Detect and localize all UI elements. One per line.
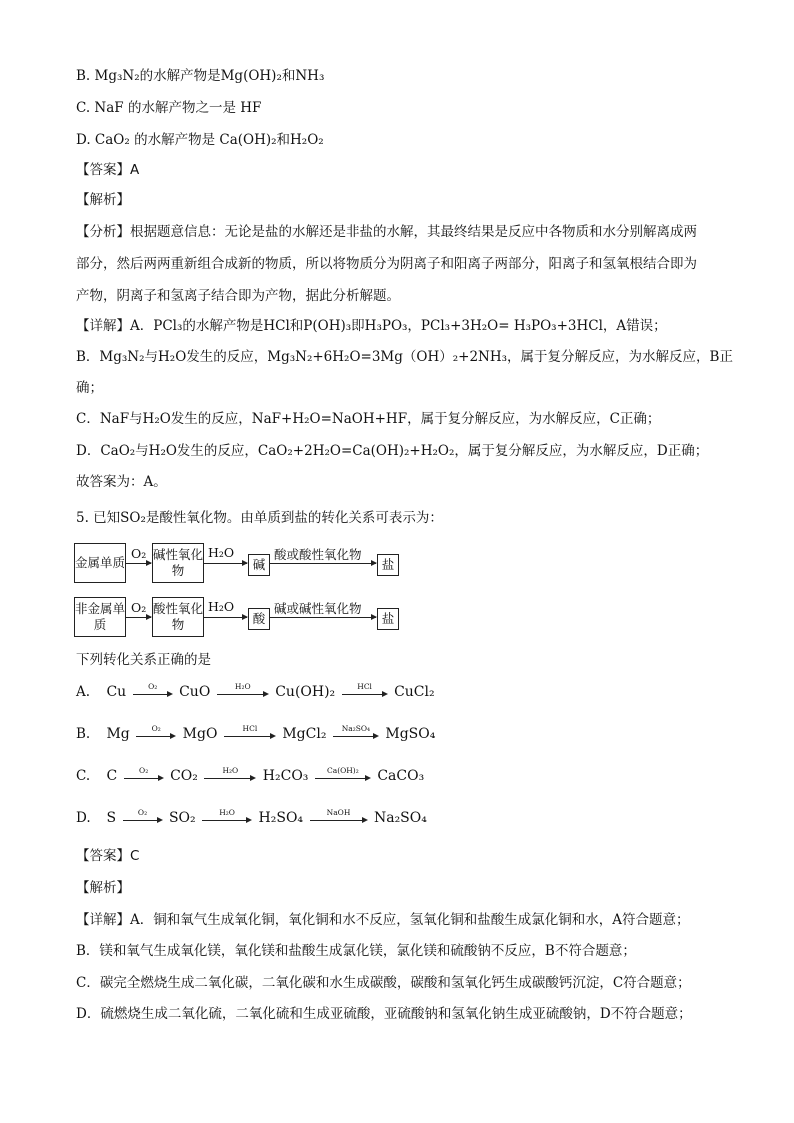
reagent-label: O₂ [139,766,149,775]
reagent-label: H₂O [234,682,251,691]
reagent-label: Ca(OH)₂ [326,766,359,775]
chain-option-d [76,810,427,834]
arrow-right-icon [136,724,176,741]
arrow-right-icon [269,563,376,564]
arrow-right-icon [204,766,256,783]
chain-step: Na₂SO₄ [373,810,427,826]
analysis-label-2: 【解析】 [76,880,130,896]
option-letter: D. [76,810,91,826]
arrow-right-icon [124,766,164,783]
arrow-right-icon [315,766,371,783]
fenxi-line-1: 【分析】根据题意信息：无论是盐的水解还是非盐的水解，其最终结果是反应中各物质和水分别解离成两 [76,224,697,240]
option-letter: C. [76,768,91,784]
arrow-right-icon [125,563,151,564]
basic-oxide-box: 碱性氧化物 [152,543,204,583]
fenxi-line-3: 产物，阴离子和氢离子结合即为产物，据此分析解题。 [76,288,400,304]
detail-d: D．CaO₂与H₂O发生的反应，CaO₂+2H₂O=Ca(OH)₂+H₂O₂，属于复分解反应，为水解反应，D正确； [76,443,709,459]
option-b-line: B. Mg₃N₂的水解产物是Mg(OH)₂和NH₃ [76,68,325,84]
chain-step: MgCl₂ [282,726,327,742]
reagent-label: H₂O [222,766,239,775]
detail-a: 【详解】A．PCl₃的水解产物是HCl和P(OH)₃即H₃PO₃，PCl₃+3H₂O= H₃PO₃+3HCl，A错误； [76,318,667,334]
option-letter: B. [76,726,91,742]
arrow1-label: O₂ [131,600,147,615]
metal-element-box: 金属单质 [74,543,126,583]
detail-c: C．NaF与H₂O发生的反应，NaF+H₂O=NaOH+HF，属于复分解反应，为水解反应，C正确； [76,411,661,427]
option-d-line: D. CaO₂ 的水解产物是 Ca(OH)₂和H₂O₂ [76,132,324,148]
detail-b-1: B．Mg₃N₂与H₂O发生的反应，Mg₃N₂+6H₂O=3Mg（OH）₂+2NH₃，属于复分解反应，为水解反应，B正 [76,349,733,365]
chain-step: H₂SO₄ [258,810,304,826]
arrow-right-icon [123,808,163,825]
detail2-a: 【详解】A．铜和氧气生成氧化铜，氧化铜和水不反应，氢氧化铜和盐酸生成氯化铜和水，A符合题意； [76,912,690,928]
arrow2-label: H₂O [208,545,235,560]
arrow3-label: 碱或碱性氧化物 [274,601,362,616]
which-prompt: 下列转化关系正确的是 [76,652,211,668]
reagent-label: O₂ [151,724,161,733]
arrow-right-icon [310,808,368,825]
chain-step: CuO [179,684,211,700]
arrow-right-icon [224,724,276,741]
chain-step: H₂CO₃ [262,768,309,784]
arrow-right-icon [269,617,376,618]
acidic-oxide-box: 酸性氧化物 [152,597,204,637]
arrow-right-icon [203,617,247,618]
base-box: 碱 [248,554,270,576]
chain-step: S [106,810,117,826]
analysis-label: 【解析】 [76,192,130,208]
arrow-right-icon [133,682,173,699]
detail2-c: C．碳完全燃烧生成二氧化碳，二氧化碳和水生成碳酸，碳酸和氢氧化钙生成碳酸钙沉淀，C符合题意； [76,975,691,991]
question-5: 5. 已知SO₂是酸性氧化物。由单质到盐的转化关系可表示为： [76,510,443,526]
arrow1-label: O₂ [131,546,147,561]
chain-option-c [76,768,424,792]
option-c-line: C. NaF 的水解产物之一是 HF [76,100,262,116]
reagent-label: Na₂SO₄ [341,724,371,733]
chain-step: Mg [106,726,130,742]
chain-step: CuCl₂ [394,684,435,700]
detail2-d: D．硫燃烧生成二氧化硫，二氧化硫和生成亚硫酸，亚硫酸钠和氢氧化钠生成亚硫酸钠，D不符合题意； [76,1006,692,1022]
chain-step: MgSO₄ [385,726,436,742]
salt-box: 盐 [377,608,399,630]
chain-step: Cu [106,684,127,700]
chain-step: MgO [182,726,218,742]
conclusion: 故答案为：A。 [76,474,167,490]
chain-option-b [76,726,435,750]
detail-b-2: 确； [76,380,103,396]
reagent-label: NaOH [326,808,351,817]
arrow2-label: H₂O [208,599,235,614]
answer-label: 【答案】A [76,162,140,178]
arrow-right-icon [125,617,151,618]
chain-step: CO₂ [170,768,198,784]
arrow-right-icon [333,724,379,741]
reagent-label: O₂ [137,808,148,817]
acid-box: 酸 [248,608,270,630]
arrow-right-icon [203,563,247,564]
salt-box: 盐 [377,554,399,576]
arrow-right-icon [342,682,388,699]
nonmetal-element-box: 非金属单质 [74,597,126,637]
chain-step: C [106,768,118,784]
reagent-label: HCl [242,724,258,733]
chain-option-a [76,684,435,708]
fenxi-line-2: 部分，然后两两重新组合成新的物质，所以将物质分为阴离子和阳离子两部分，阳离子和氢氧根结合即为 [76,256,697,272]
arrow3-label: 酸或酸性氧化物 [274,547,362,562]
chain-step: SO₂ [168,810,196,826]
answer-label-2: 【答案】C [76,848,140,864]
reagent-label: HCl [357,682,372,691]
reagent-label: O₂ [148,682,158,691]
reagent-label: H₂O [219,808,235,817]
chain-step: CaCO₃ [377,768,425,784]
arrow-right-icon [217,682,269,699]
arrow-right-icon [202,808,252,825]
chain-step: Cu(OH)₂ [275,684,336,700]
option-letter: A. [76,684,91,700]
detail2-b: B．镁和氧气生成氧化镁，氧化镁和盐酸生成氯化镁，氯化镁和硫酸钠不反应，B不符合题意； [76,943,636,959]
